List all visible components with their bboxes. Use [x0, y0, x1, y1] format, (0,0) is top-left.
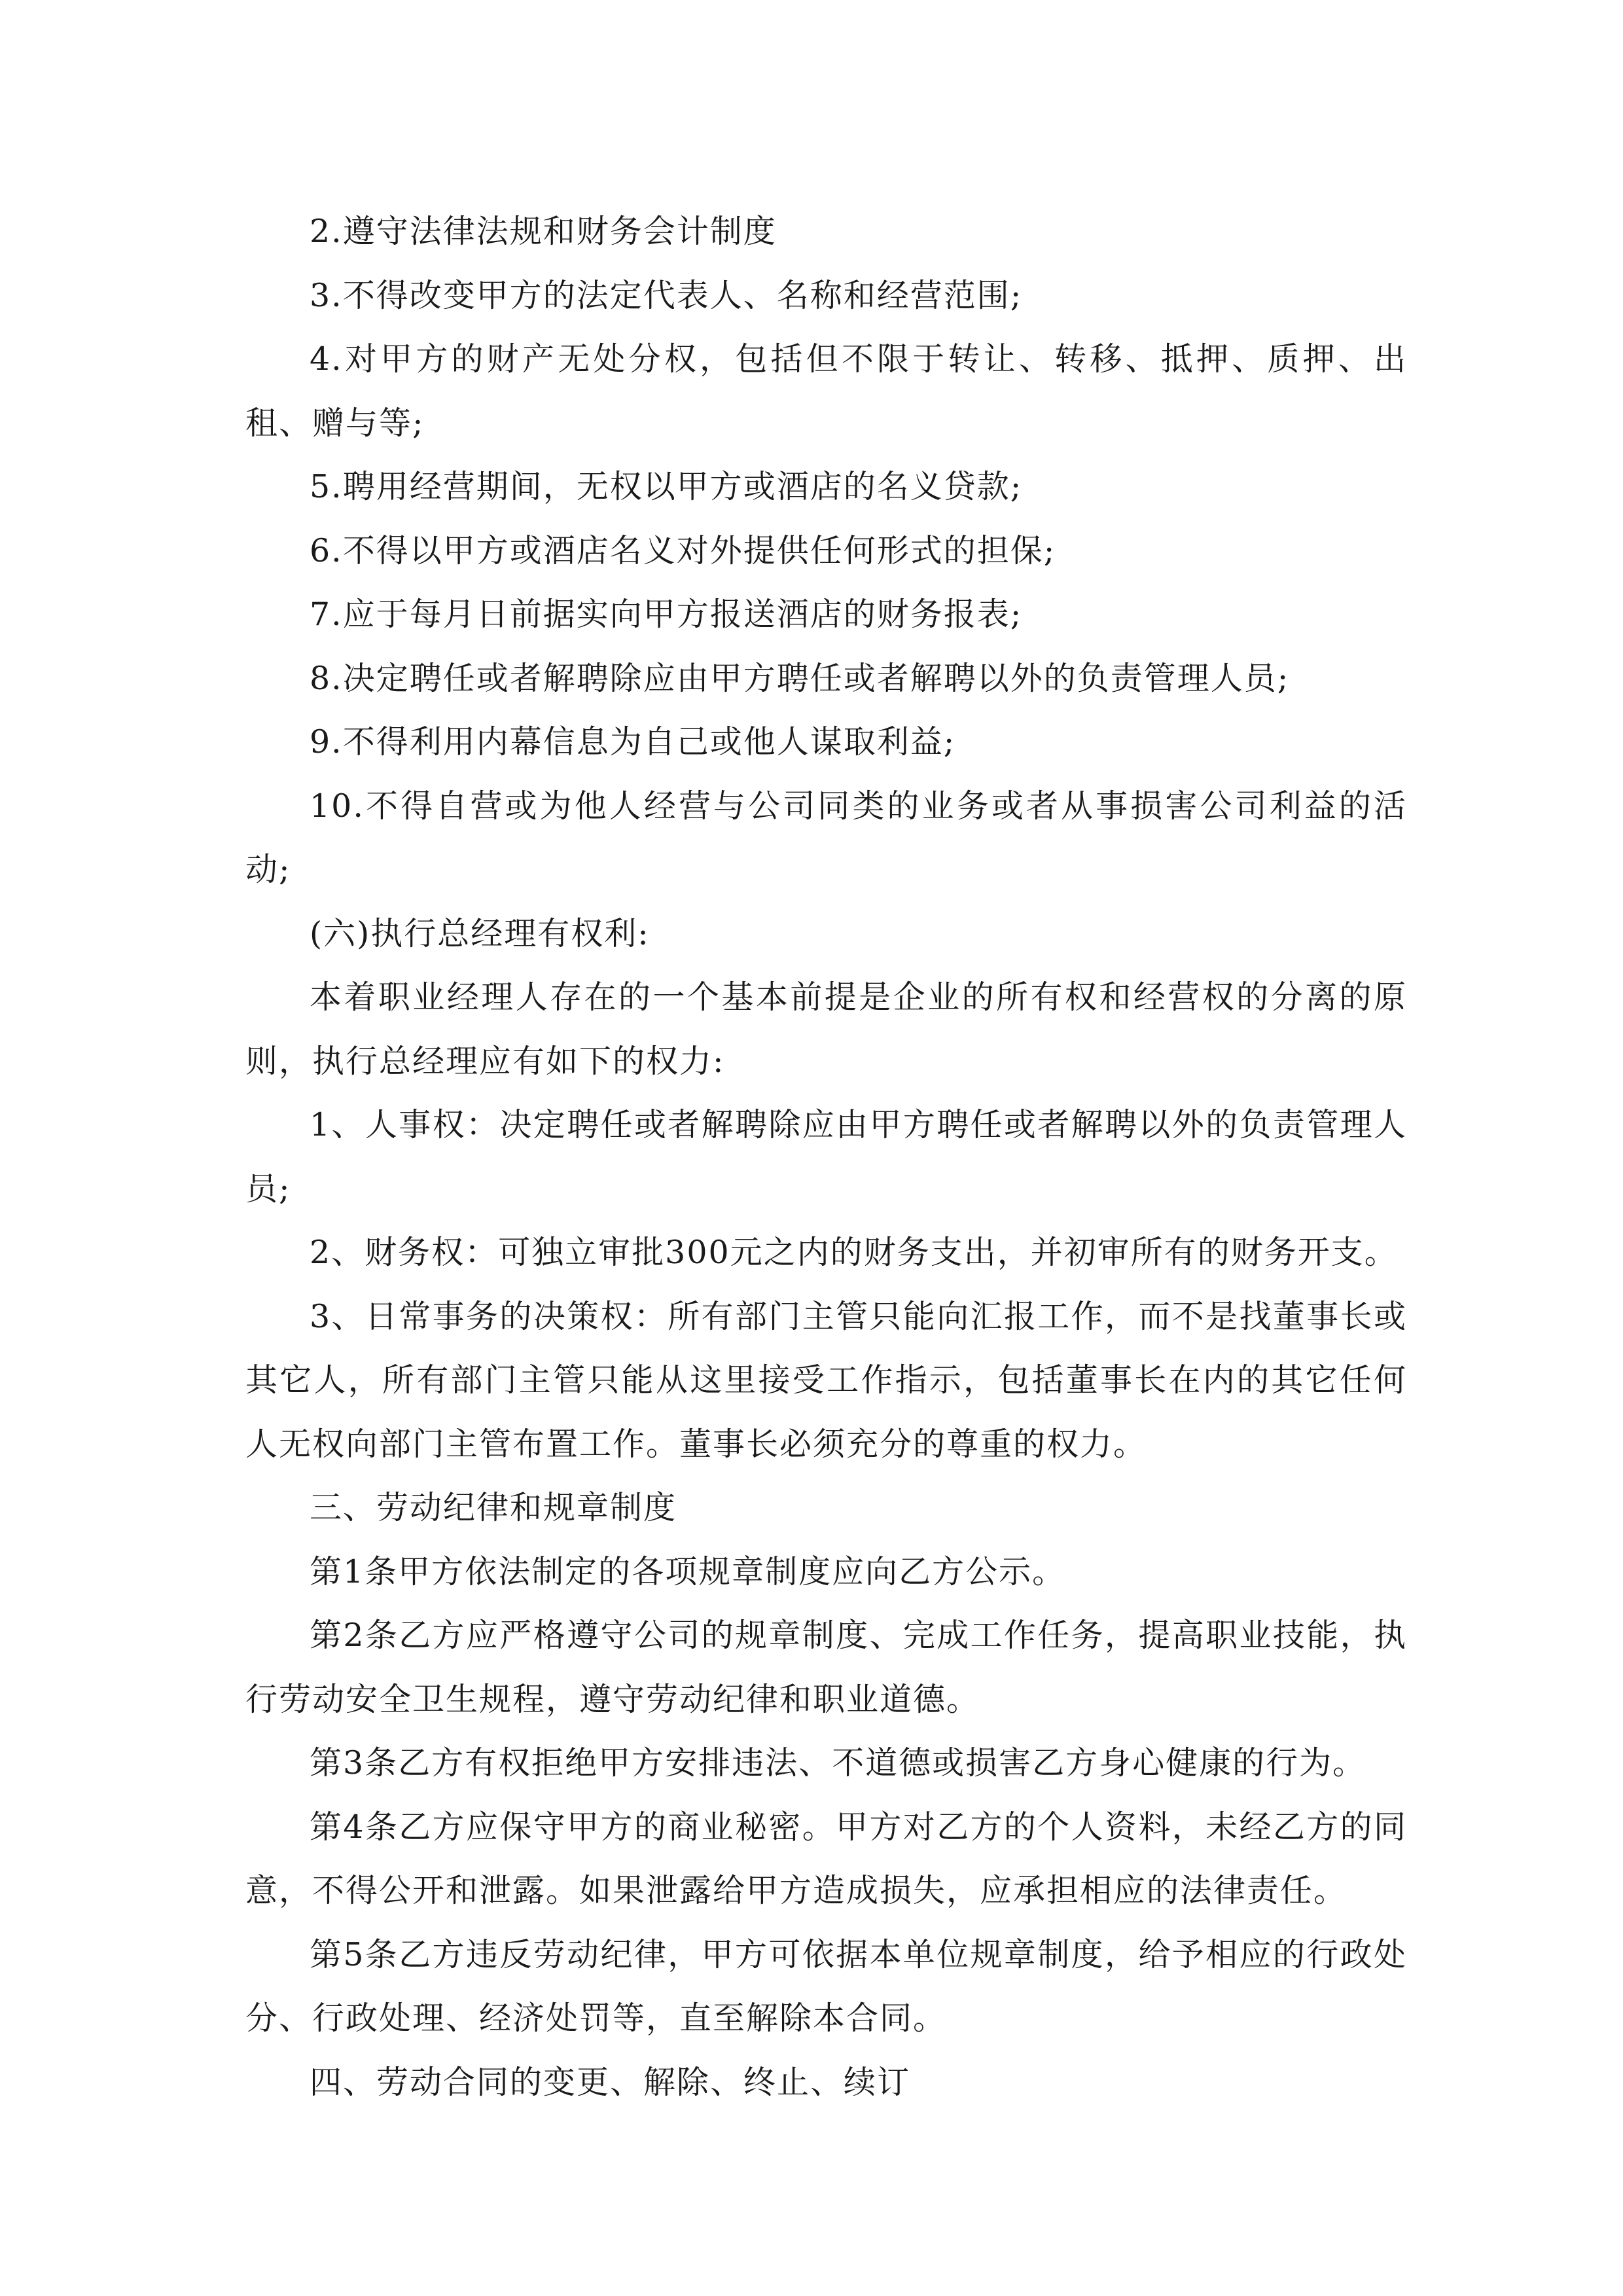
paragraph-clause-9: 9.不得利用内幕信息为自己或他人谋取利益;	[310, 723, 956, 761]
paragraph-clause-8: 8.决定聘任或者解聘除应由甲方聘任或者解聘以外的负责管理人员;	[310, 659, 1290, 697]
paragraph-article-5: 第5条乙方违反劳动纪律，甲方可依据本单位规章制度，给予相应的行政处分、行政处理、经济处罚等，直至解除本合同。	[245, 1935, 1407, 2037]
paragraph-clause-5: 5.聘用经营期间，无权以甲方或酒店的名义贷款;	[310, 468, 1023, 505]
paragraph-rights-intro: 本着职业经理人存在的一个基本前提是企业的所有权和经营权的分离的原则，执行总经理应有如下的权力:	[245, 978, 1407, 1080]
section-heading-rights: (六)执行总经理有权利:	[310, 914, 650, 952]
paragraph-finance-right: 2、财务权：可独立审批300元之内的财务支出，并初审所有的财务开支。	[310, 1234, 1398, 1271]
paragraph-clause-6: 6.不得以甲方或酒店名义对外提供任何形式的担保;	[310, 531, 1056, 569]
paragraph-article-4: 第4条乙方应保守甲方的商业秘密。甲方对乙方的个人资料，未经乙方的同意，不得公开和泄露。如果泄露给甲方造成损失，应承担相应的法律责任。	[245, 1808, 1407, 1909]
paragraph-clause-3: 3.不得改变甲方的法定代表人、名称和经营范围;	[310, 276, 1023, 314]
paragraph-clause-7: 7.应于每月日前据实向甲方报送酒店的财务报表;	[310, 596, 1023, 633]
paragraph-article-2: 第2条乙方应严格遵守公司的规章制度、完成工作任务，提高职业技能，执行劳动安全卫生规程，遵守劳动纪律和职业道德。	[245, 1617, 1407, 1718]
section-heading-discipline: 三、劳动纪律和规章制度	[310, 1489, 677, 1526]
paragraph-clause-4: 4.对甲方的财产无处分权，包括但不限于转让、转移、抵押、质押、出租、赠与等;	[245, 340, 1407, 442]
paragraph-decision-right: 3、日常事务的决策权：所有部门主管只能向汇报工作，而不是找董事长或其它人，所有部门主管只能从这里接受工作指示，包括董事长在内的其它任何人无权向部门主管布置工作。董事长必须充分的尊重的权力。	[245, 1297, 1407, 1463]
paragraph-article-1: 第1条甲方依法制定的各项规章制度应向乙方公示。	[310, 1552, 1066, 1590]
section-heading-contract-changes: 四、劳动合同的变更、解除、终止、续订	[310, 2063, 911, 2101]
paragraph-clause-10: 10.不得自营或为他人经营与公司同类的业务或者从事损害公司利益的活动;	[245, 787, 1407, 888]
document-body	[245, 200, 1407, 2114]
paragraph-article-3: 第3条乙方有权拒绝甲方安排违法、不道德或损害乙方身心健康的行为。	[310, 1744, 1366, 1782]
paragraph-clause-2: 2.遵守法律法规和财务会计制度	[310, 213, 777, 250]
paragraph-personnel-right: 1、人事权：决定聘任或者解聘除应由甲方聘任或者解聘以外的负责管理人员;	[245, 1106, 1407, 1208]
